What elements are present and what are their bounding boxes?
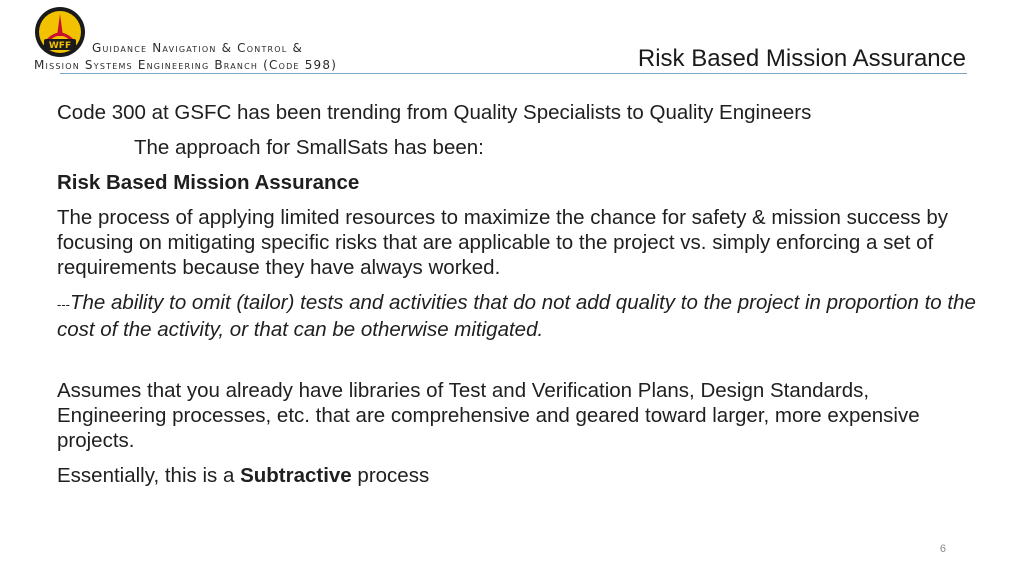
branch-line-1: Guidance Navigation & Control & <box>92 41 304 55</box>
body-italic-text: The ability to omit (tailor) tests and activities that do not add quality to the project in proportion to the cost of the activity, or that can be otherwise mitigated. <box>57 291 976 341</box>
body-p7-suffix: process <box>351 464 430 487</box>
body-paragraph-4: The process of applying limited resources to maximize the chance for safety & mission success by focusing on mitigating specific risks that are applicable to the project vs. simply enforcing a set of requirements because they have always worked. <box>57 206 948 279</box>
branch-line-2: Mission Systems Engineering Branch (Code 598) <box>34 58 338 72</box>
branch-name <box>34 40 337 74</box>
body-paragraph-3 <box>57 170 977 195</box>
slide-number: 6 <box>939 543 946 555</box>
body-p7-bold: Subtractive <box>240 464 352 487</box>
body-paragraph-5 <box>57 290 977 342</box>
logo-text: WFF <box>48 41 72 51</box>
body-paragraph-6: Assumes that you already have libraries of Test and Verification Plans, Design Standards, Engineering processes, etc. that are comprehensive and geared toward larger, more expensive projects. <box>57 379 920 452</box>
body-p7-prefix: Essentially, this is a <box>57 464 241 487</box>
body-paragraph-2: The approach for SmallSats has been: <box>134 136 484 159</box>
body-dashes: --- <box>57 297 70 312</box>
body-paragraph-7 <box>57 463 977 488</box>
header-divider <box>60 73 967 74</box>
spacer <box>57 352 977 378</box>
body-heading: Risk Based Mission Assurance <box>57 171 360 194</box>
slide-body <box>57 100 977 498</box>
slide-title: Risk Based Mission Assurance <box>637 45 966 72</box>
body-paragraph-1: Code 300 at GSFC has been trending from Quality Specialists to Quality Engineers <box>57 101 812 124</box>
